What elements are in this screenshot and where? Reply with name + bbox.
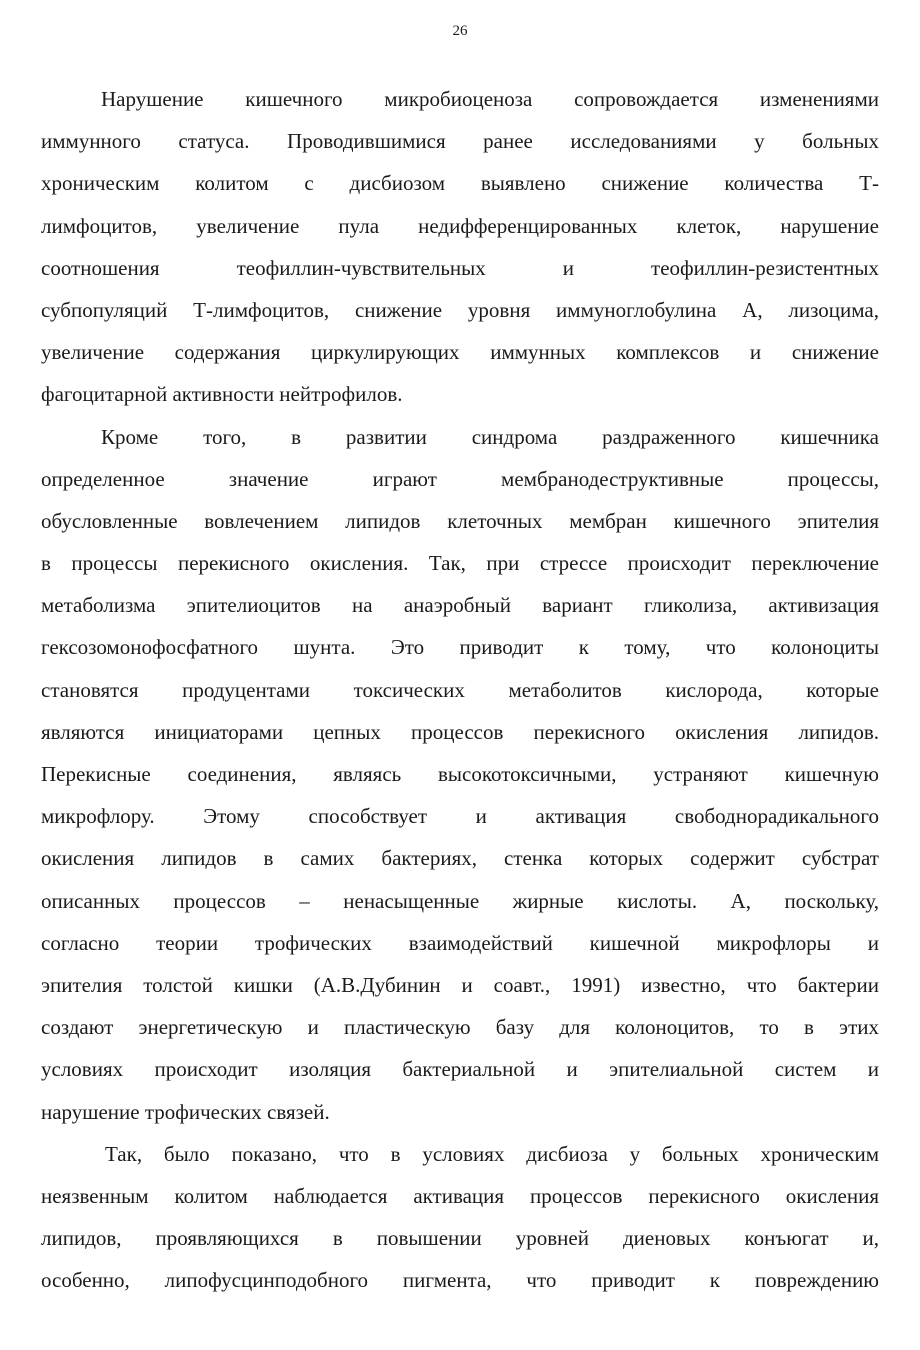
- paragraph-line: соотношения теофиллин-чувствительных и теофиллин-резистентных: [41, 255, 879, 280]
- paragraph-membrane-processes: [41, 416, 879, 1133]
- paragraph-line: согласно теории трофических взаимодействий кишечной микрофлоры и: [41, 930, 879, 955]
- paragraph-line: в процессы перекисного окисления. Так, при стрессе происходит переключение: [41, 551, 879, 576]
- paragraph-line: иммунного статуса. Проводившимися ранее исследованиями у больных: [41, 129, 879, 154]
- paragraph-line: описанных процессов – ненасыщенные жирные кислоты. А, поскольку,: [41, 888, 879, 913]
- paragraph-line: создают энергетическую и пластическую базу для колоноцитов, то в этих: [41, 1015, 879, 1040]
- paragraph-line: Кроме того, в развитии синдрома раздраженного кишечника: [101, 424, 879, 449]
- paragraph-line: обусловленные вовлечением липидов клеточных мембран кишечного эпителия: [41, 508, 879, 533]
- paragraph-line: гексозомонофосфатного шунта. Это приводит к тому, что колоноциты: [41, 635, 879, 660]
- paragraph-line: неязвенным колитом наблюдается активация процессов перекисного окисления: [41, 1183, 879, 1208]
- paragraph-line: субпопуляций Т-лимфоцитов, снижение уровня иммуноглобулина А, лизоцима,: [41, 297, 879, 322]
- paragraph-line: метаболизма эпителиоцитов на анаэробный вариант гликолиза, активизация: [41, 593, 879, 618]
- paragraph-line: условиях происходит изоляция бактериальной и эпителиальной систем и: [41, 1057, 879, 1082]
- paragraph-line: фагоцитарной активности нейтрофилов.: [41, 382, 403, 407]
- paragraph-line: становятся продуцентами токсических метаболитов кислорода, которые: [41, 677, 879, 702]
- paragraph-line: хроническим колитом с дисбиозом выявлено снижение количества Т-: [41, 171, 879, 196]
- paragraph-line: определенное значение играют мембранодеструктивные процессы,: [41, 466, 879, 491]
- paragraph-line: являются инициаторами цепных процессов перекисного окисления липидов.: [41, 719, 879, 744]
- paragraph-line: Перекисные соединения, являясь высокотоксичными, устраняют кишечную: [41, 762, 879, 786]
- document-body: [41, 78, 879, 1301]
- paragraph-line: липидов, проявляющихся в повышении уровней диеновых конъюгат и,: [41, 1226, 879, 1251]
- paragraph-dysbiosis-findings: [41, 1133, 879, 1302]
- paragraph-line: эпителия толстой кишки (А.В.Дубинин и соавт., 1991) известно, что бактерии: [41, 972, 879, 997]
- paragraph-line: окисления липидов в самих бактериях, стенка которых содержит субстрат: [41, 846, 879, 871]
- paragraph-line: микрофлору. Этому способствует и активация свободнорадикального: [41, 804, 879, 829]
- paragraph-immune-status: [41, 78, 879, 416]
- paragraph-line: нарушение трофических связей.: [41, 1099, 330, 1124]
- paragraph-line: особенно, липофусцинподобного пигмента, что приводит к повреждению: [41, 1268, 879, 1293]
- paragraph-line: лимфоцитов, увеличение пула недифференцированных клеток, нарушение: [41, 213, 879, 238]
- paragraph-line: Нарушение кишечного микробиоценоза сопровождается изменениями: [101, 87, 879, 111]
- page-number: 26: [452, 23, 468, 39]
- paragraph-line: увеличение содержания циркулирующих иммунных комплексов и снижение: [41, 340, 879, 365]
- paragraph-line: Так, было показано, что в условиях дисбиоза у больных хроническим: [105, 1141, 879, 1166]
